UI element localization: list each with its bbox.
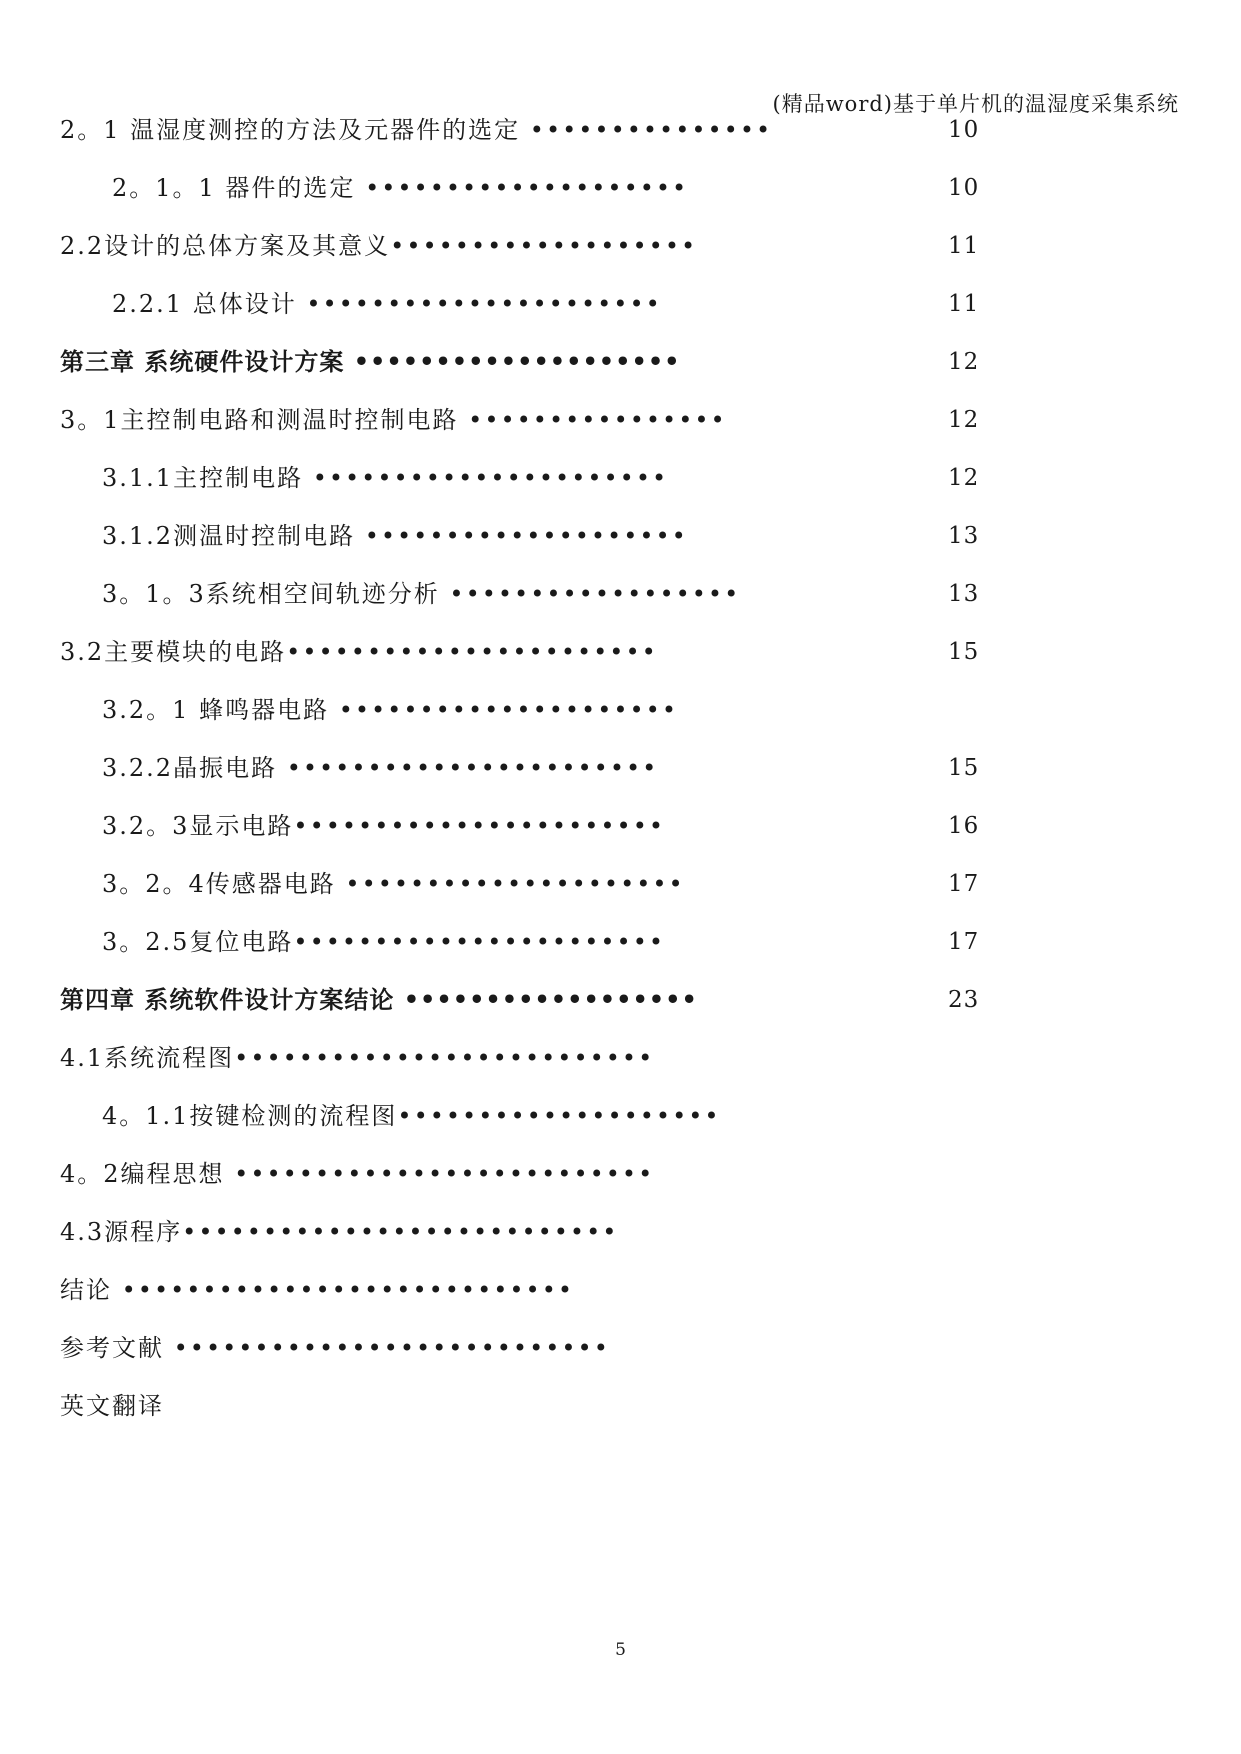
toc-entry (0, 284, 1241, 324)
toc-entry (0, 806, 1241, 846)
toc-entry-page-number: 13 (948, 523, 980, 549)
toc-entry (0, 1154, 1241, 1194)
toc-entry (0, 922, 1241, 962)
toc-entry-title: 2.2设计的总体方案及其意义••••••••••••••••••• (60, 232, 698, 260)
toc-entry (0, 748, 1241, 788)
toc-entry-title: 3。1。3系统相空间轨迹分析 •••••••••••••••••• (102, 580, 741, 608)
toc-entry (0, 110, 1241, 150)
toc-entry-title: 3.2。3显示电路••••••••••••••••••••••• (102, 812, 666, 840)
toc-entry-page-number: 15 (948, 639, 980, 665)
toc-entry (0, 342, 1241, 382)
page-number: 5 (615, 1640, 626, 1660)
toc-entry-page-number: 13 (948, 581, 980, 607)
toc-entry-title: 2。1。1 器件的选定 •••••••••••••••••••• (112, 174, 689, 202)
toc-entry-title: 3。2.5复位电路••••••••••••••••••••••• (102, 928, 666, 956)
toc-entry-title: 2.2.1 总体设计 •••••••••••••••••••••• (112, 290, 662, 318)
toc-entry-title: 3。2。4传感器电路 ••••••••••••••••••••• (102, 870, 685, 898)
toc-entry-title: 4。1.1按键检测的流程图•••••••••••••••••••• (102, 1102, 721, 1130)
toc-entry-page-number: 12 (948, 465, 980, 491)
toc-entry-page-number: 10 (948, 175, 980, 201)
toc-entry-page-number: 15 (948, 755, 980, 781)
toc-entry-title: 3.1.2测温时控制电路 •••••••••••••••••••• (102, 522, 688, 550)
toc-entry-page-number: 11 (948, 233, 980, 259)
toc-entry (0, 226, 1241, 266)
toc-entry-title: 3。1主控制电路和测温时控制电路 •••••••••••••••• (60, 406, 727, 434)
toc-entry-title: 3.2主要模块的电路••••••••••••••••••••••• (60, 638, 658, 666)
toc-entry-title: 第三章 系统硬件设计方案 •••••••••••••••••••• (60, 347, 681, 376)
toc-entry (0, 1270, 1241, 1310)
toc-entry-page-number: 16 (948, 813, 980, 839)
toc-entry-title: 3.1.1主控制电路 •••••••••••••••••••••• (102, 464, 669, 492)
toc-entry (0, 516, 1241, 556)
toc-entry (0, 980, 1241, 1020)
toc-entry-page-number: 17 (948, 929, 980, 955)
toc-entry (0, 458, 1241, 498)
toc-entry-page-number: 11 (948, 291, 980, 317)
toc-entry (0, 1038, 1241, 1078)
toc-entry-title: 第四章 系统软件设计方案结论 •••••••••••••••••• (60, 985, 698, 1014)
toc-entry-title: 2。1 温湿度测控的方法及元器件的选定 ••••••••••••••• (60, 116, 773, 144)
toc-entry-title: 4.3源程序••••••••••••••••••••••••••• (60, 1218, 619, 1246)
toc-entry (0, 574, 1241, 614)
toc-entry (0, 1386, 1241, 1426)
toc-entry-page-number: 12 (948, 407, 980, 433)
toc-entry (0, 864, 1241, 904)
toc-entry-title: 3.2.2晶振电路 ••••••••••••••••••••••• (102, 754, 659, 782)
toc-entry (0, 1212, 1241, 1252)
toc-entry-page-number: 12 (948, 349, 980, 375)
running-header: (精品word)基于单片机的温湿度采集系统 (772, 92, 1179, 116)
toc-entry (0, 400, 1241, 440)
toc-entry (0, 690, 1241, 730)
toc-entry (0, 632, 1241, 672)
toc-entry-title: 参考文献 ••••••••••••••••••••••••••• (60, 1334, 610, 1362)
toc-entry-title: 英文翻译 (60, 1392, 164, 1420)
toc-entry (0, 168, 1241, 208)
toc-entry-title: 3.2。1 蜂鸣器电路 ••••••••••••••••••••• (102, 696, 678, 724)
toc-entry-page-number: 10 (948, 117, 980, 143)
toc-entry-page-number: 17 (948, 871, 980, 897)
toc-entry-page-number: 23 (948, 987, 980, 1013)
toc-entry-title: 结论 •••••••••••••••••••••••••••• (60, 1276, 575, 1304)
toc-entry (0, 1328, 1241, 1368)
toc-entry-title: 4.1系统流程图•••••••••••••••••••••••••• (60, 1044, 655, 1072)
toc-entry (0, 1096, 1241, 1136)
toc-entry-title: 4。2编程思想 •••••••••••••••••••••••••• (60, 1160, 655, 1188)
